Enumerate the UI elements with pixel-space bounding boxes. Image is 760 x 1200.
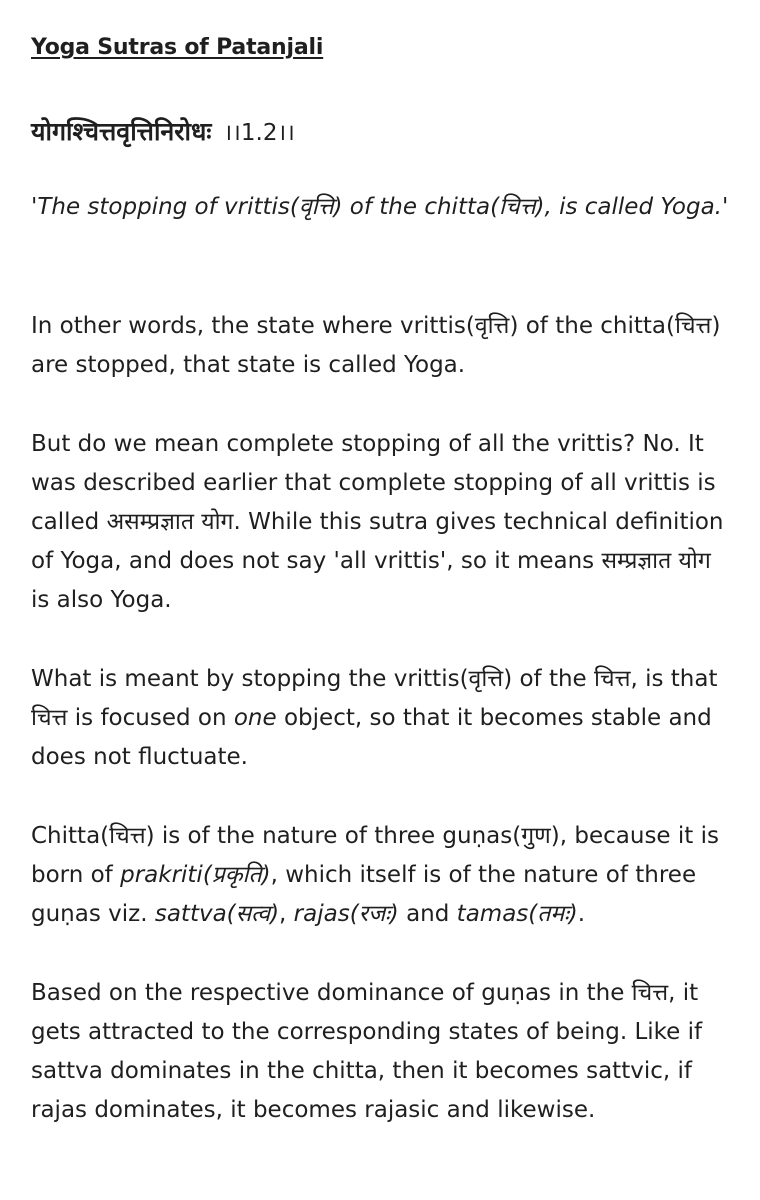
emphasis-rajas: rajas(रजः) <box>293 901 399 927</box>
text-run: and <box>398 901 457 927</box>
emphasis-prakriti: prakriti(प्रकृति) <box>120 862 271 888</box>
emphasis-sattva: sattva(सत्व) <box>154 901 280 927</box>
text-run: . <box>577 901 586 927</box>
sutra-number: ।।1.2।। <box>223 120 295 146</box>
paragraph-meaning-of-stopping <box>31 660 731 777</box>
emphasis-tamas: tamas(तमः) <box>456 901 578 927</box>
text-run: object, so that it becomes stable and does not fluctuate. <box>31 705 712 770</box>
page-title: Yoga Sutras of Patanjali <box>31 35 324 60</box>
sutra-translation: 'The stopping of vrittis(वृत्ति) of the chitta(चित्त), is called Yoga.' <box>31 194 729 220</box>
emphasis-one: one <box>233 705 277 731</box>
text-run: , which itself is of the nature of three guṇas viz. <box>31 862 697 927</box>
paragraph-gunas <box>31 817 731 934</box>
sutra-verse <box>31 114 731 151</box>
paragraph-dominance: Based on the respective dominance of guṇas in the चित्त, it gets attracted to the corresponding states of being. Like if sattva dominates in the chitta, then it becomes sattvic, if rajas dominates, it becomes rajasic and likewise. <box>31 980 703 1123</box>
sutra-sanskrit: योगश्चित्तवृत्तिनिरोधः <box>31 117 212 146</box>
text-run: What is meant by stopping the vrittis(वृत्ति) of the चित्त, is that चित्त is focused on <box>31 666 718 731</box>
paragraph-other-words: In other words, the state where vrittis(वृत्ति) of the chitta(चित्त) are stopped, that state is called Yoga. <box>31 313 721 378</box>
paragraph-complete-stopping: But do we mean complete stopping of all the vrittis? No. It was described earlier that complete stopping of all vrittis is called असम्प्रज्ञात योग. While this sutra gives technical definition of Yoga, and does not say 'all vrittis', so it means सम्प्रज्ञात योग is also Yoga. <box>31 431 724 613</box>
article <box>31 28 731 1130</box>
text-run: , <box>279 901 294 927</box>
text-run: Chitta(चित्त) is of the nature of three guṇas(गुण), because it is born of <box>31 823 719 888</box>
